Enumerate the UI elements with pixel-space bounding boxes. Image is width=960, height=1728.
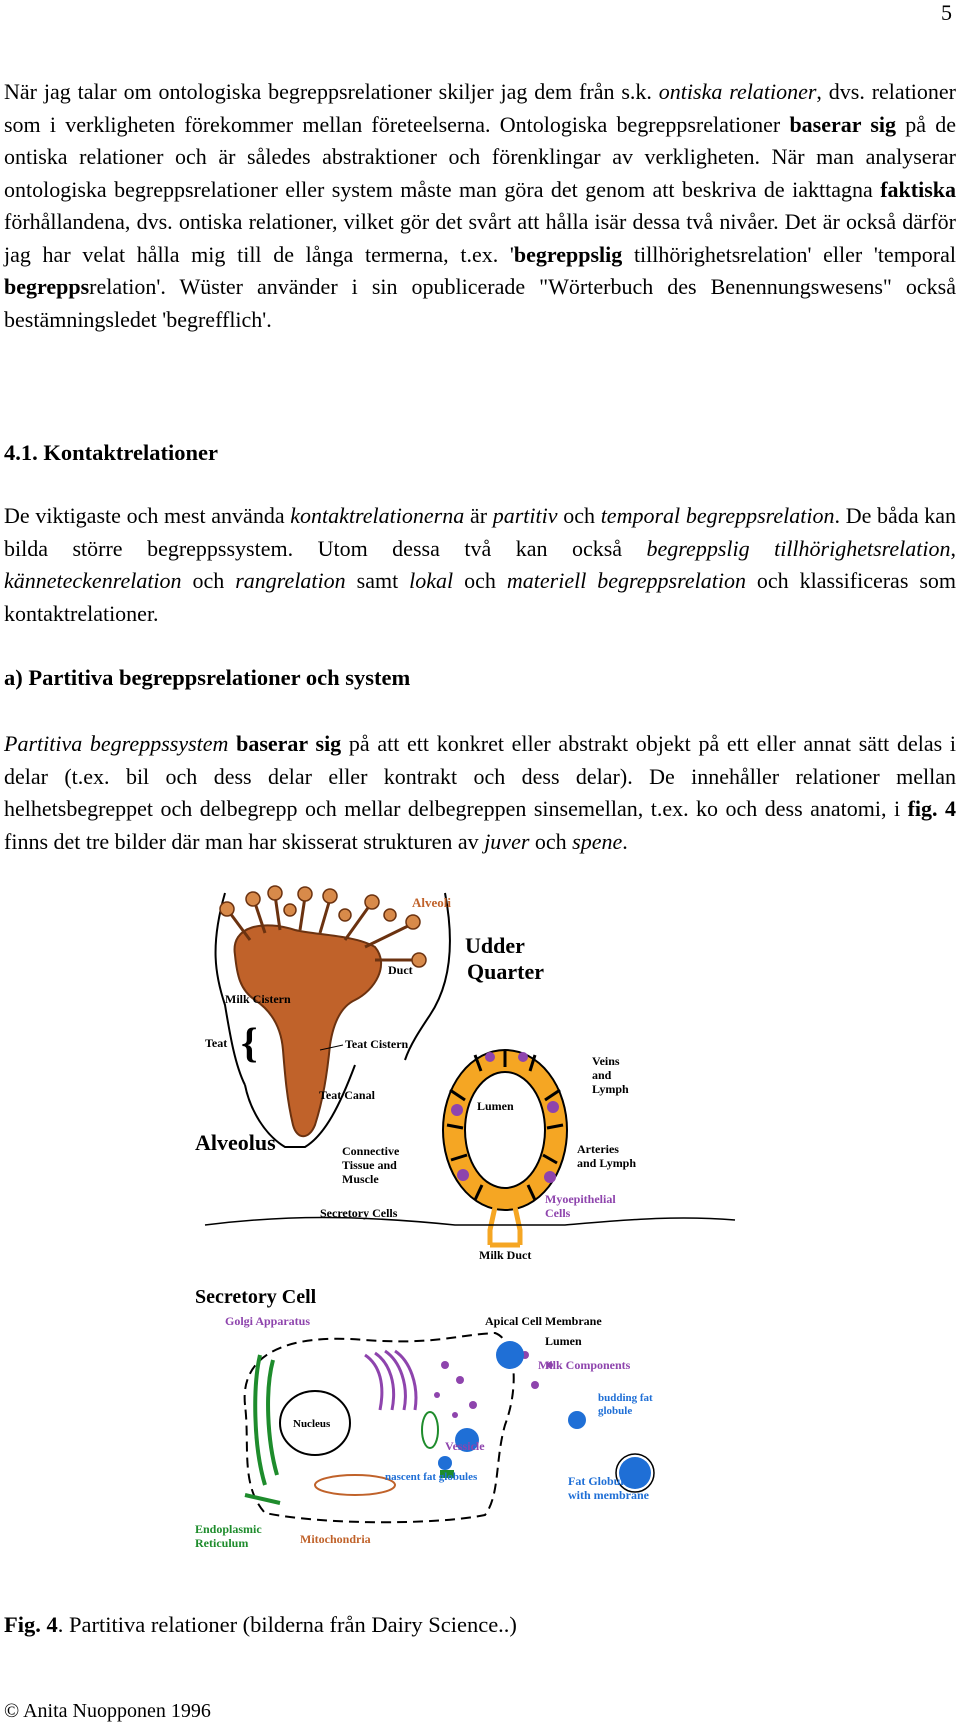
figure-caption: Fig. 4. Partitiva relationer (bilderna från Dairy Science..) <box>4 1612 517 1637</box>
alveolus-diagram <box>195 1050 735 1262</box>
teat-label: Teat <box>205 1036 228 1050</box>
figure-4 <box>195 885 765 1560</box>
udder-title-line2: Quarter <box>467 959 544 984</box>
teat-cistern-label: Teat Cistern <box>345 1037 409 1051</box>
arteries-label-2: and Lymph <box>577 1156 637 1170</box>
sub-heading: a) Partitiva begreppsrelationer och system <box>4 665 411 690</box>
budding-fat-label-2: globule <box>598 1405 633 1417</box>
connective-label-1: Connective <box>342 1144 400 1158</box>
secretory-cell-diagram <box>195 1286 654 1550</box>
myoepithelial-label-2: Cells <box>545 1206 571 1220</box>
veins-label-2: and <box>592 1068 612 1082</box>
alveoli-label: Alveoli <box>412 895 451 910</box>
copyright-footer: © Anita Nuopponen 1996 <box>4 1700 211 1722</box>
alveolus-lumen-label: Lumen <box>477 1099 514 1113</box>
teat-canal-label: Teat Canal <box>319 1088 375 1102</box>
cell-lumen-label: Lumen <box>545 1334 582 1348</box>
kontakt-paragraph: De viktigaste och mest använda kontaktrelationerna är partitiv och temporal begreppsrelation. De båda kan bilda större begreppssystem. Utom dessa två kan också begreppslig tillhörighetsrelation, känneteckenrelation och rangrelation samt lokal och materiell begreppsrelation och klassificeras som kontaktrelationer. <box>4 503 957 626</box>
section-heading: 4.1. Kontaktrelationer <box>4 440 218 465</box>
myoepithelial-label-1: Myoepithelial <box>545 1192 616 1206</box>
er-label-2: Reticulum <box>195 1536 249 1550</box>
secretory-cells-label: Secretory Cells <box>320 1206 398 1220</box>
apical-membrane-label: Apical Cell Membrane <box>485 1314 602 1328</box>
intro-paragraph: När jag talar om ontologiska begreppsrelationer skiljer jag dem från s.k. ontiska relationer, dvs. relationer som i verkligheten förekommer mellan företeelserna. Ontologiska begreppsrelationer baserar sig på de ontiska relationer och är således abstraktioner och förenklingar av verkligheten. När man analyserar ontologiska begreppsrelationer eller system måste man göra det genom att beskriva de iakttagna faktiska förhållandena, dvs. ontiska relationer, vilket gör det svårt att hålla isär dessa två nivåer. Det är också därför jag har velat hålla mig till de långa termerna, t.ex. 'begreppslig tillhörighetsrelation' eller 'temporal begreppsrelation'. Wüster använder i sin opublicerade "Wörterbuch des Benennungswesens" också bestämningsledet 'begrefflich'. <box>4 79 957 332</box>
veins-label-1: Veins <box>592 1054 620 1068</box>
mitochondria-label: Mitochondria <box>300 1532 371 1546</box>
er-label-1: Endoplasmic <box>195 1522 262 1536</box>
veins-label-3: Lymph <box>592 1082 629 1096</box>
duct-label: Duct <box>388 963 413 977</box>
teat-brace: { <box>241 1021 258 1067</box>
nascent-fat-label: nascent fat globules <box>385 1471 478 1483</box>
secretory-cell-title: Secretory Cell <box>195 1286 317 1308</box>
page-number: 5 <box>941 0 952 25</box>
milk-duct-label: Milk Duct <box>479 1248 532 1262</box>
arteries-label-1: Arteries <box>577 1142 619 1156</box>
partitiv-paragraph: Partitiva begreppssystem baserar sig på att ett konkret eller abstrakt objekt på ett eller annat sätt delas i delar (t.ex. bil och dess delar eller kontrakt och dess delar). De innehåller relationer mellan helhetsbegreppet och delbegrepp och mellar delbegreppen sinsemellan, t.ex. ko och dess anatomi, i fig. 4 finns det tre bilder där man har skisserat strukturen av juver och spene. <box>4 731 957 854</box>
udder-title-line1: Udder <box>465 933 525 958</box>
nucleus-label: Nucleus <box>293 1418 331 1430</box>
fat-globule-label-1: Fat Globule - <box>568 1474 636 1488</box>
golgi-label: Golgi Apparatus <box>225 1314 311 1328</box>
budding-fat-label-1: budding fat <box>598 1392 653 1404</box>
alveolus-title: Alveolus <box>195 1130 276 1155</box>
fat-globule-label-2: with membrane <box>568 1488 649 1502</box>
milk-cistern-label: Milk Cistern <box>225 992 291 1006</box>
vessicle-label: Vessicle <box>445 1439 485 1453</box>
connective-label-2: Tissue and <box>342 1158 397 1172</box>
connective-label-3: Muscle <box>342 1172 379 1186</box>
udder-illustration <box>195 885 765 1560</box>
milk-components-label: Milk Components <box>538 1358 631 1372</box>
